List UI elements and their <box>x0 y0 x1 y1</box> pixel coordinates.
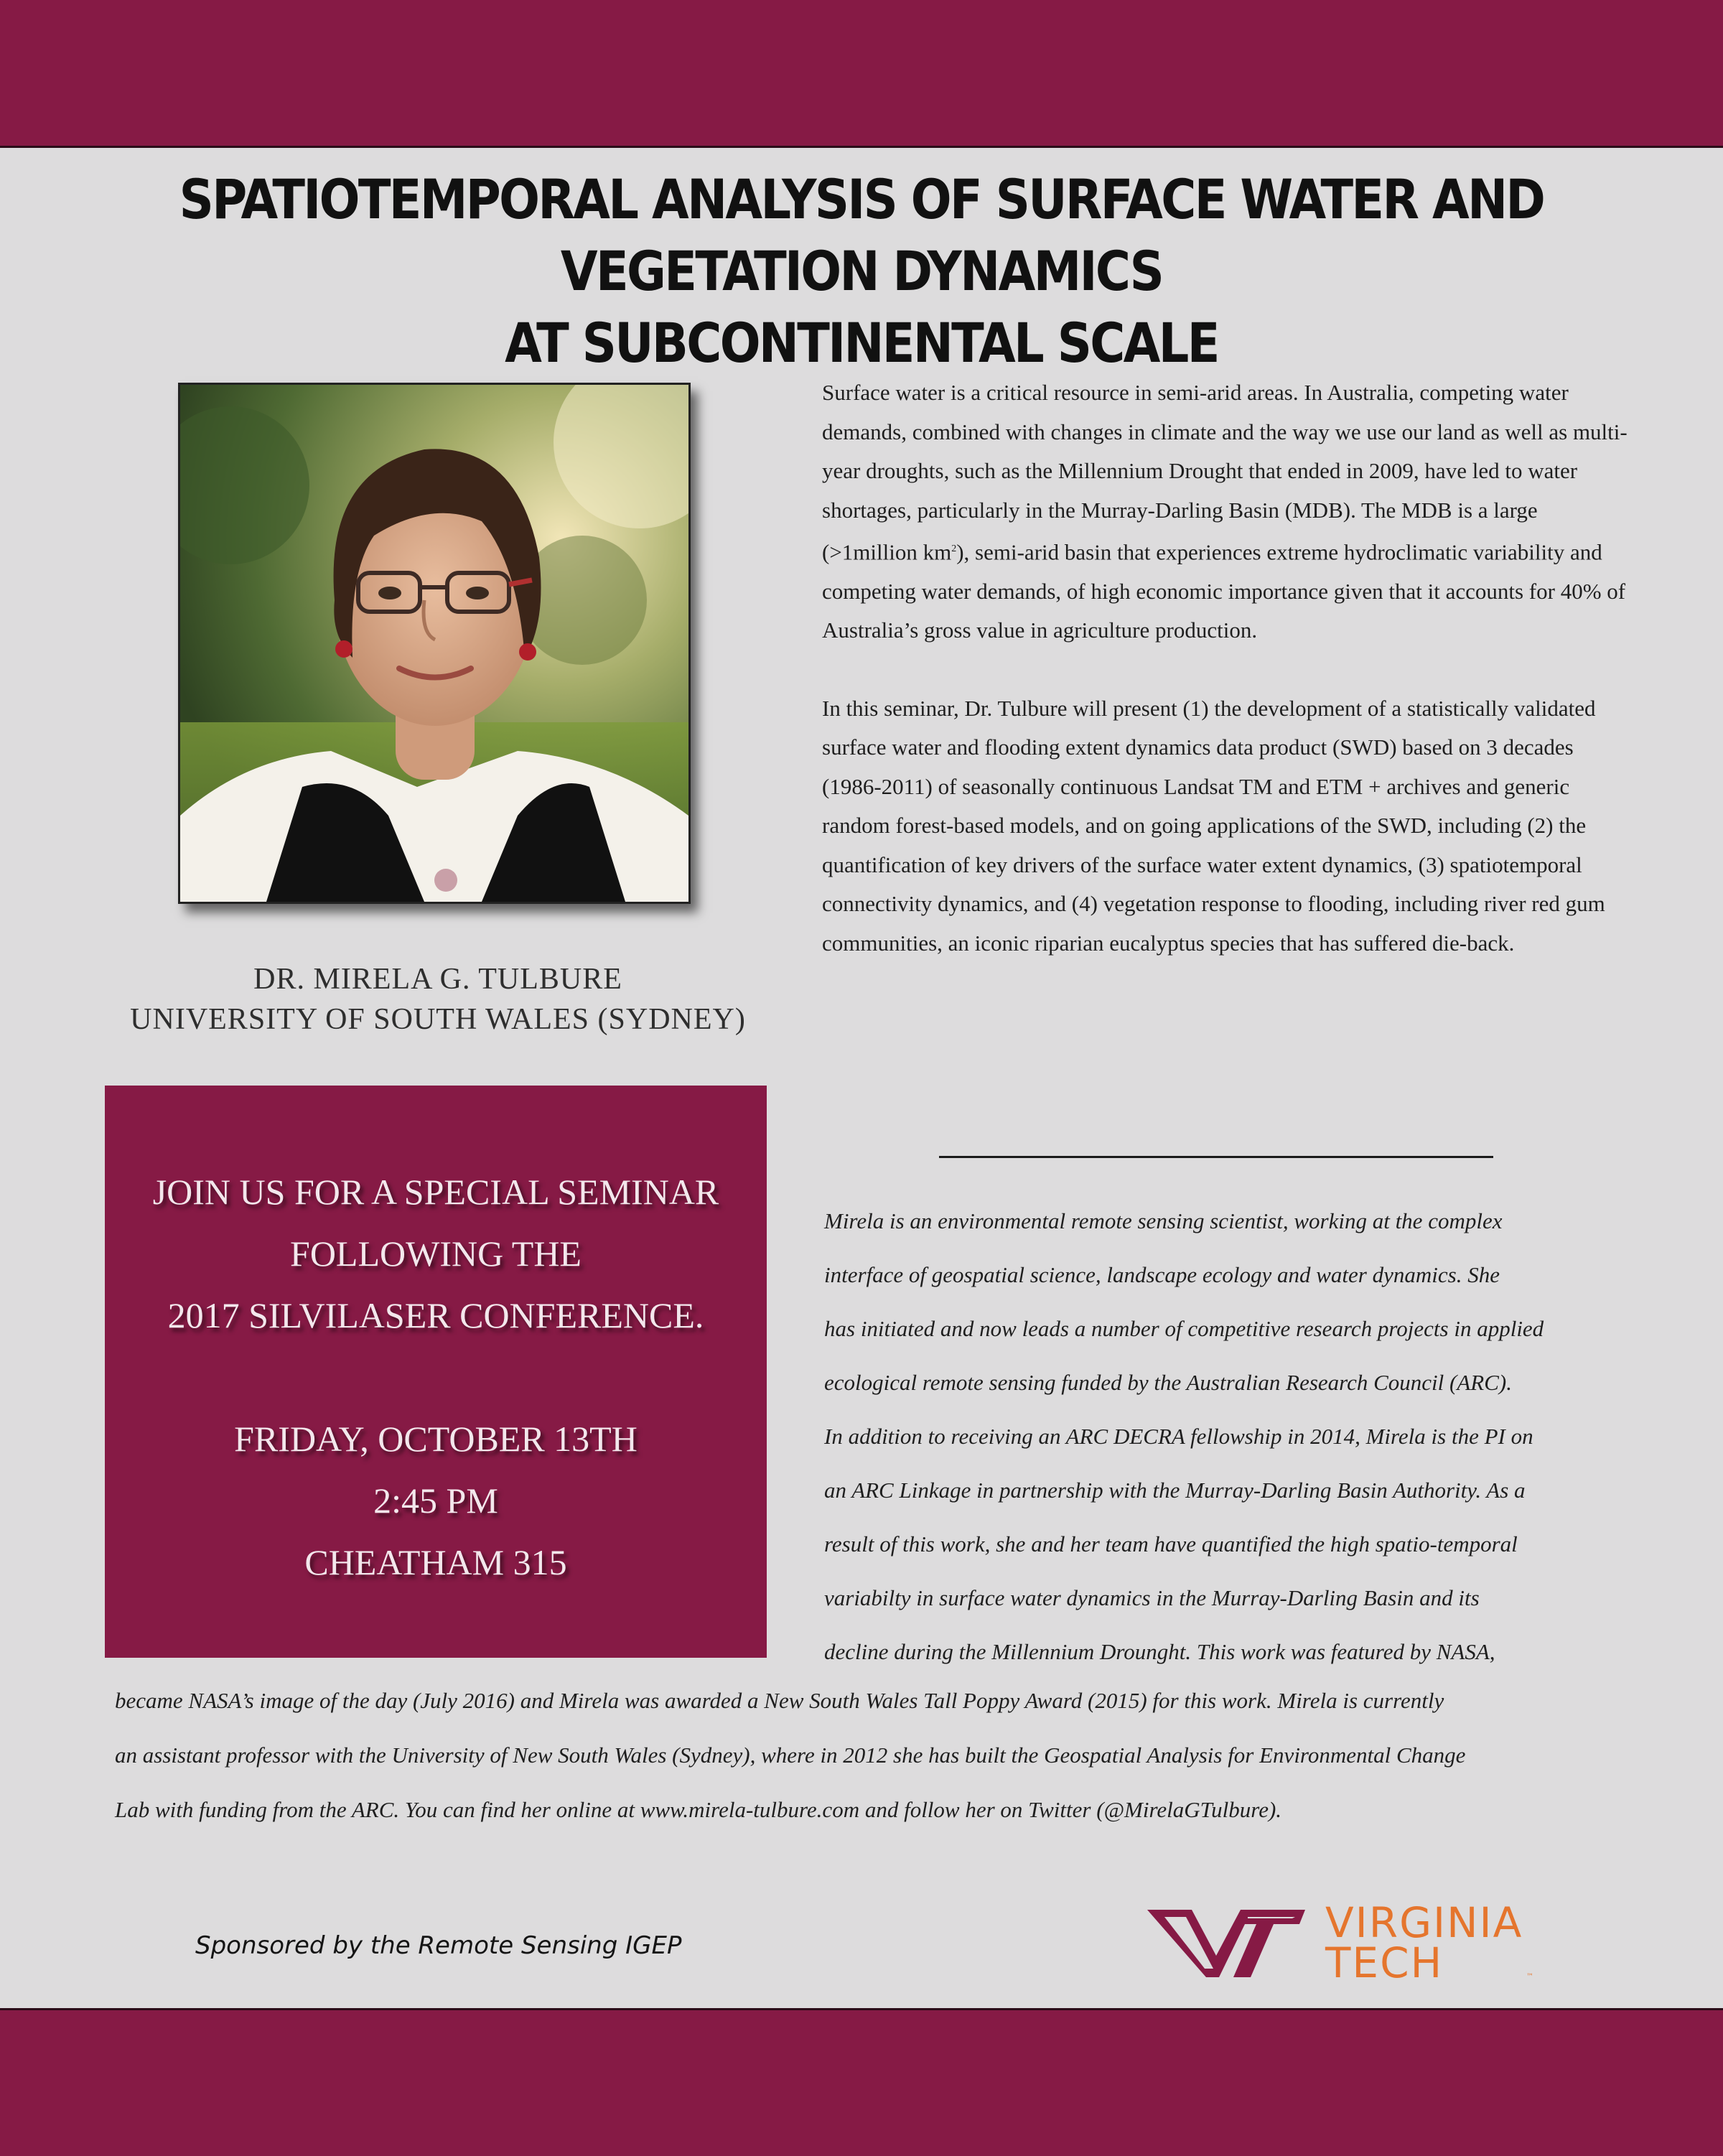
title-line-2: AT SUBCONTINENTAL SCALE <box>505 311 1218 375</box>
bio-line: became NASA’s image of the day (July 2016) and Mirela was awarded a New South Wales Tall Poppy Award (2015) for this work. Mirela is currently <box>115 1688 1444 1713</box>
bio-line: an assistant professor with the University of New South Wales (Sydney), where in 2012 she has built the Geospatial Analysis for Environmental Change <box>115 1742 1466 1768</box>
bio-line: ecological remote sensing funded by the Australian Research Council (ARC). <box>824 1370 1512 1395</box>
bio-line: result of this work, she and her team have quantified the high spatio-temporal <box>824 1531 1518 1557</box>
top-maroon-band <box>0 0 1723 148</box>
vt-monogram-icon <box>1147 1908 1305 1979</box>
abstract-p1-superscript: 2 <box>951 543 957 554</box>
bio-column <box>824 1194 1635 1679</box>
bio-line: Mirela is an environmental remote sensing scientist, working at the complex <box>824 1208 1503 1233</box>
seminar-invite-line-2: FOLLOWING THE <box>290 1233 582 1274</box>
seminar-details-box <box>105 1086 767 1658</box>
logo-line-2: TECH <box>1325 1938 1444 1987</box>
bio-line: decline during the Millennium Drounght. This work was featured by NASA, <box>824 1639 1495 1664</box>
bio-line: interface of geospatial science, landscape ecology and water dynamics. She <box>824 1262 1500 1287</box>
section-divider <box>939 1156 1493 1158</box>
logo-wordmark <box>1325 1898 1523 1987</box>
speaker-affiliation: UNIVERSITY OF SOUTH WALES (SYDNEY) <box>130 1003 746 1036</box>
abstract-p1-text: Surface water is a critical resource in semi-arid areas. In Australia, competing water demands, combined with changes in climate and the way we use our land as well as multi-year droughts, such as the Millennium Drought that ended in 2009, have led to water shortages, particularly in the Murray-Darling Basin (MDB). The MDB is a large (>1million km <box>822 380 1628 565</box>
sponsor-text: Sponsored by the Remote Sensing IGEP <box>195 1931 682 1960</box>
bio-line: variabilty in surface water dynamics in the Murray-Darling Basin and its <box>824 1585 1480 1610</box>
seminar-date: FRIDAY, OCTOBER 13TH <box>234 1419 638 1459</box>
bio-line: an ARC Linkage in partnership with the Murray-Darling Basin Authority. As a <box>824 1478 1526 1503</box>
abstract-paragraph-1 <box>822 373 1633 650</box>
trademark-symbol: ™ <box>1526 1973 1533 1981</box>
abstract-p1-text-cont: ), semi-arid basin that experiences extreme hydroclimatic variability and competing water demands, of high economic importance given that it accounts for 40% of Australia’s gross value in agriculture production. <box>822 539 1626 643</box>
speaker-name: DR. MIRELA G. TULBURE <box>253 963 622 996</box>
bio-line: Lab with funding from the ARC. You can find her online at www.mirela-tulbure.com and follow her on Twitter (@MirelaGTulbure). <box>115 1797 1282 1822</box>
abstract <box>822 373 1633 963</box>
page-title <box>154 164 1569 379</box>
seminar-invite-line-3: 2017 SILVILASER CONFERENCE. <box>167 1295 704 1335</box>
bottom-maroon-band <box>0 2008 1723 2156</box>
abstract-paragraph-2: In this seminar, Dr. Tulbure will present (1) the development of a statistically validated surface water and flooding extent dynamics data product (SWD) based on 3 decades (1986-2011) of seasonally continuous Landsat TM and ETM + archives and generic random forest-based models, and on going applications of the SWD, including (2) the quantification of key drivers of the surface water extent dynamics, (3) spatiotemporal connectivity dynamics, and (4) vegetation response to flooding, including river red gum communities, an iconic riparian eucalyptus species that has suffered die-back. <box>822 695 1605 956</box>
bio-line: In addition to receiving an ARC DECRA fellowship in 2014, Mirela is the PI on <box>824 1424 1533 1449</box>
bio-line: has initiated and now leads a number of competitive research projects in applied <box>824 1316 1544 1341</box>
seminar-spacer <box>105 1346 767 1408</box>
title-line-1: SPATIOTEMPORAL ANALYSIS OF SURFACE WATER AND VEGETATION DYNAMICS <box>179 167 1544 303</box>
speaker-info <box>115 959 761 1040</box>
seminar-location: CHEATHAM 315 <box>304 1542 567 1582</box>
seminar-time: 2:45 PM <box>373 1480 498 1521</box>
logo-line-1: VIRGINIA <box>1325 1898 1523 1947</box>
seminar-invite-line-1: JOIN US FOR A SPECIAL SEMINAR <box>152 1172 719 1212</box>
virginia-tech-logo <box>1147 1898 1564 1989</box>
speaker-photo <box>178 383 691 904</box>
bio-wide <box>115 1674 1637 1837</box>
